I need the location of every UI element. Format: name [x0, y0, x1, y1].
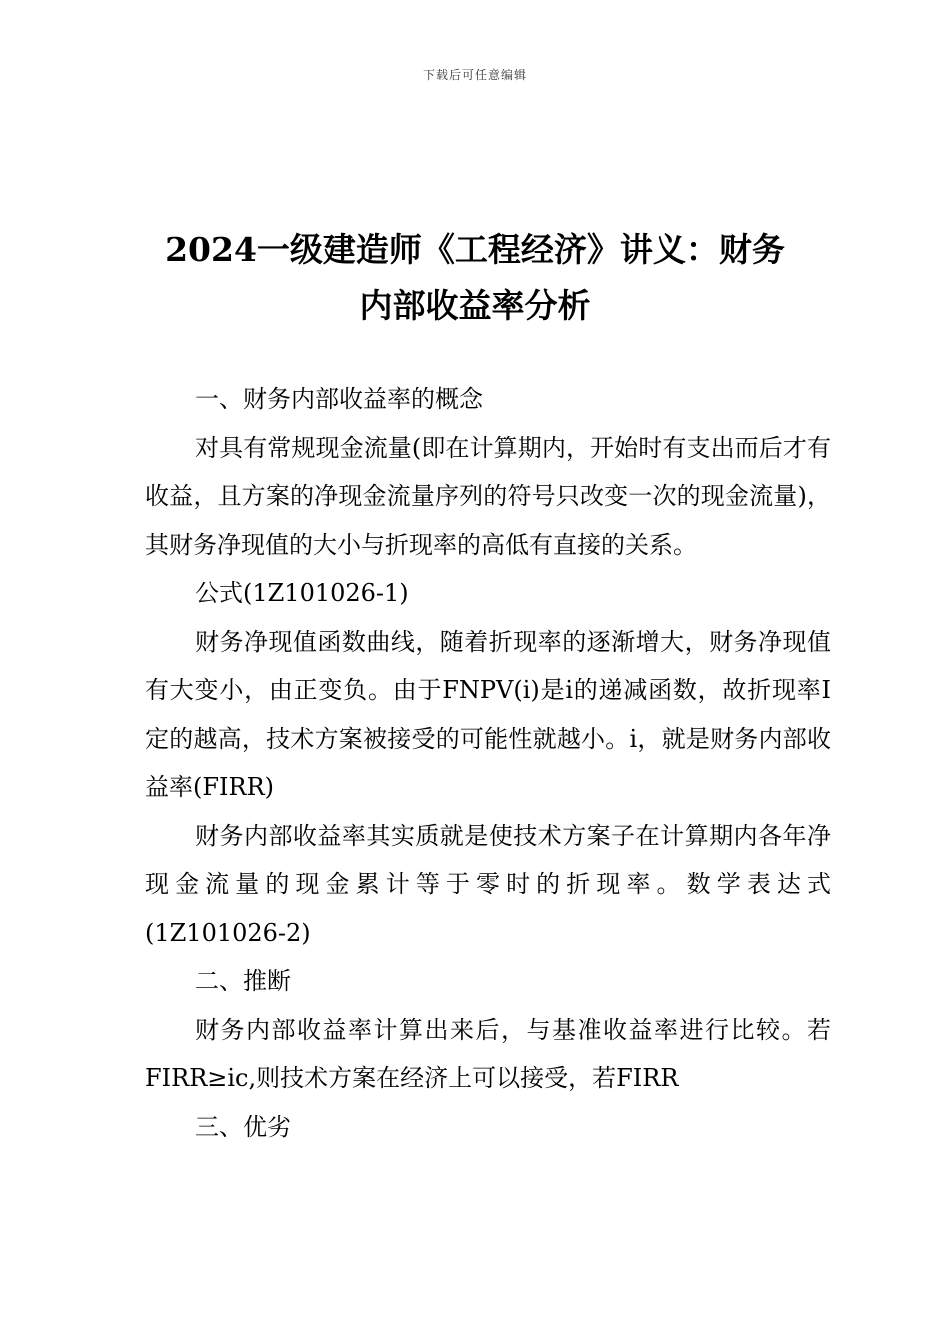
title-line-1: 2024一级建造师《工程经济》讲义：财务 — [165, 230, 785, 269]
document-body — [145, 375, 831, 1151]
paragraph-npv-curve: 财务净现值函数曲线，随着折现率的逐渐增大，财务净现值有大变小，由正变负。由于FNPV(i)是i的递减函数，故折现率I定的越高，技术方案被接受的可能性就越小。i，就是财务内部收益率(FIRR) — [145, 627, 831, 801]
document-title — [145, 222, 805, 334]
section-heading-concept: 一、财务内部收益率的概念 — [195, 385, 483, 413]
section-heading-judgement: 二、推断 — [195, 967, 291, 995]
paragraph-comparison: 财务内部收益率计算出来后，与基准收益率进行比较。若FIRR≥ic,则技术方案在经济上可以接受，若FIRR — [145, 1015, 831, 1092]
title-line-2: 内部收益率分析 — [359, 286, 591, 325]
formula-reference-1: 公式(1Z101026-1) — [195, 579, 409, 607]
header-note: 下载后可任意编辑 — [422, 68, 527, 82]
paragraph-cashflow: 对具有常规现金流量(即在计算期内，开始时有支出而后才有收益，且方案的净现金流量序列的符号只改变一次的现金流量)，其财务净现值的大小与折现率的高低有直接的关系。 — [145, 433, 831, 559]
section-heading-pros-cons: 三、优劣 — [195, 1112, 291, 1141]
paragraph-firr-essence: 财务内部收益率其实质就是使技术方案子在计算期内各年净现金流量的现金累计等于零时的折现率。数学表达式(1Z101026-2) — [145, 821, 831, 947]
